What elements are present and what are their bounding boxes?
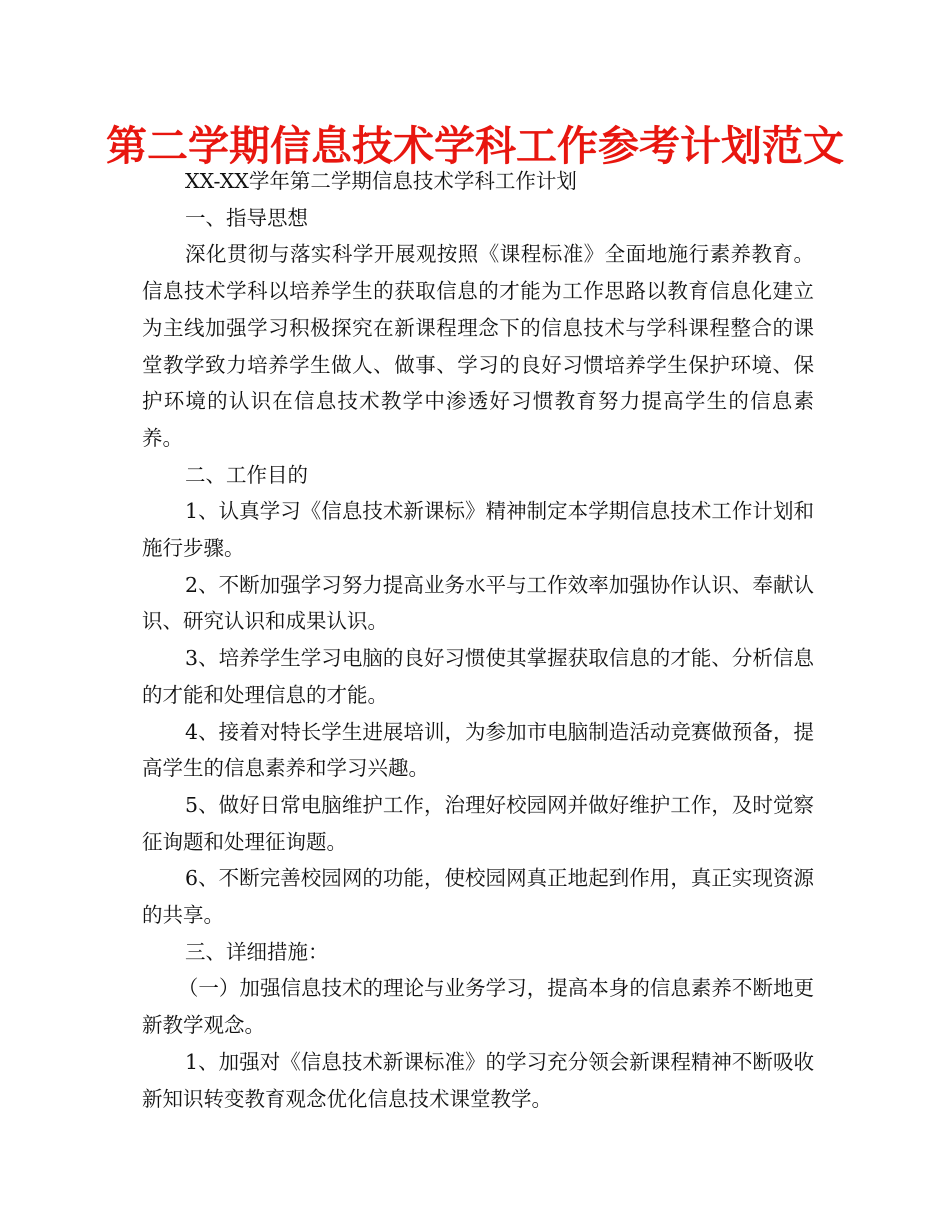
list-item: 4、接着对特长学生进展培训，为参加市电脑制造活动竞赛做预备，提高学生的信息素养和学习兴趣。 (142, 719, 814, 781)
list-item: 2、不断加强学习努力提高业务水平与工作效率加强协作认识、奉献认识、研究认识和成果认识。 (142, 572, 814, 634)
section-heading: 二、工作目的 (185, 462, 309, 487)
list-item: 1、认真学习《信息技术新课标》精神制定本学期信息技术工作计划和施行步骤。 (142, 499, 814, 561)
document-body (142, 163, 814, 1117)
list-item: 5、做好日常电脑维护工作，治理好校园网并做好维护工作，及时觉察征询题和处理征询题。 (142, 792, 814, 854)
list-item: 3、培养学生学习电脑的良好习惯使其掌握获取信息的才能、分析信息的才能和处理信息的才能。 (142, 646, 814, 707)
paragraph: 深化贯彻与落实科学开展观按照《课程标准》全面地施行素养教育。信息技术学科以培养学生的获取信息的才能为工作思路以教育信息化建立为主线加强学习积极探究在新课程理念下的信息技术与学科课程整合的课堂教学致力培养学生做人、做事、学习的良好习惯培养学生保护环境、保护环境的认识在信息技术教学中渗透好习惯教育努力提高学生的信息素养。 (142, 242, 814, 450)
list-item: 6、不断完善校园网的功能，使校园网真正地起到作用，真正实现资源的共享。 (142, 866, 814, 928)
document-subtitle: XX-XX学年第二学期信息技术学科工作计划 (185, 169, 577, 193)
section-heading: 三、详细措施： (185, 939, 329, 964)
list-item: 1、加强对《信息技术新课标准》的学习充分领会新课程精神不断吸收新知识转变教育观念优化信息技术课堂教学。 (142, 1049, 814, 1111)
section-heading: 一、指导思想 (185, 205, 309, 230)
document-title: 第二学期信息技术学科工作参考计划范文 (106, 122, 844, 170)
subsection-paragraph: （一）加强信息技术的理论与业务学习，提高本身的信息素养不断地更新教学观念。 (142, 976, 814, 1038)
